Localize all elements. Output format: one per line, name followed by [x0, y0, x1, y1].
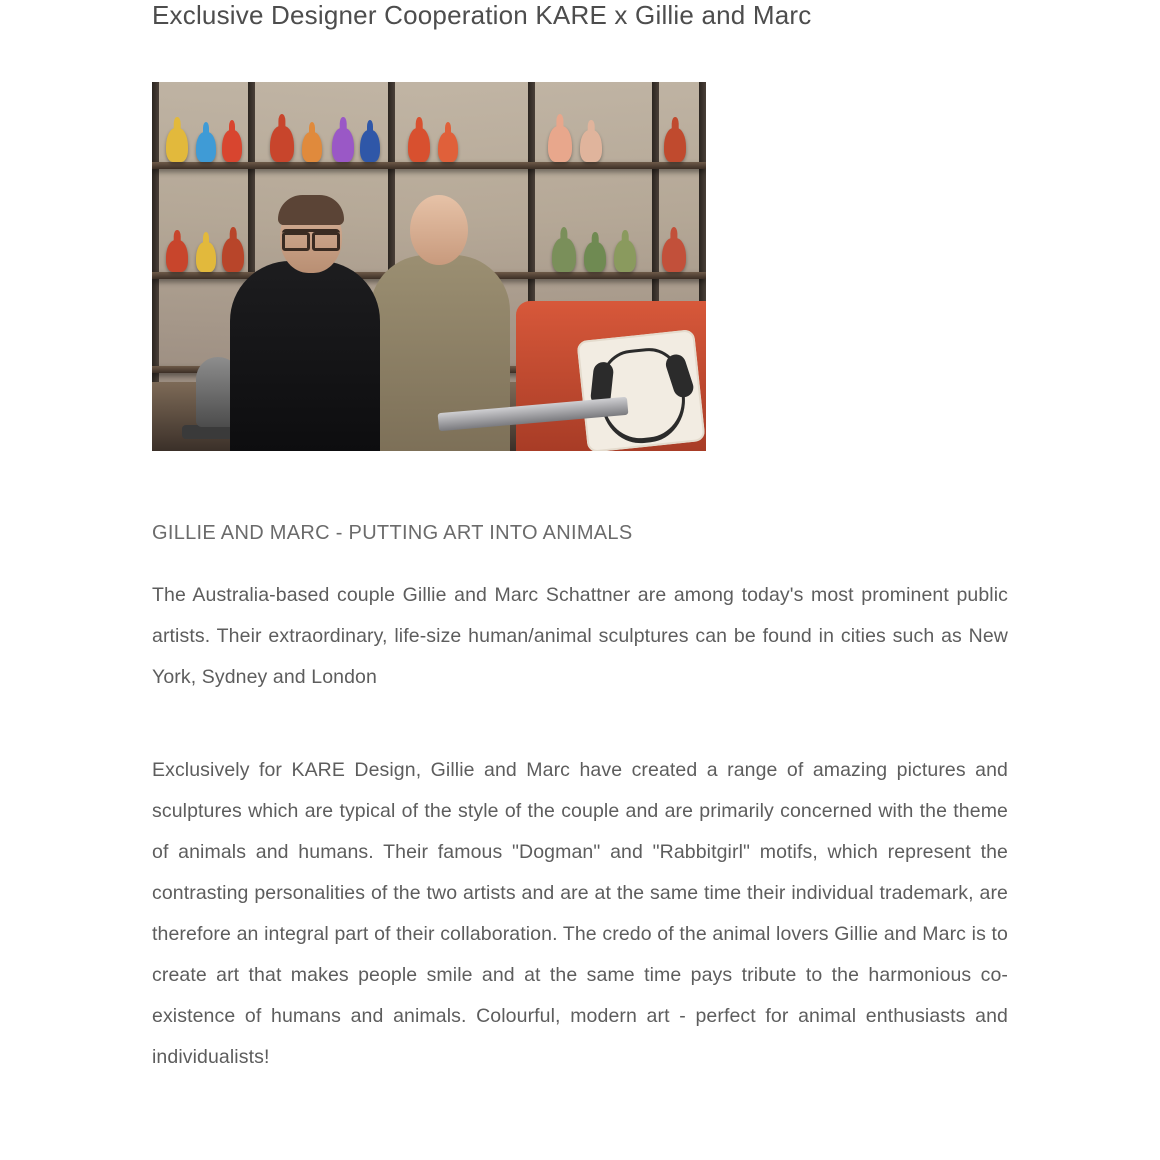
- figurine: [332, 128, 354, 162]
- figurine: [548, 126, 572, 162]
- figurine: [580, 130, 602, 162]
- dog-pillow: [576, 329, 705, 451]
- woman-head: [410, 195, 468, 265]
- section-subheading: GILLIE AND MARC - PUTTING ART INTO ANIMALS: [152, 522, 633, 544]
- figurine: [166, 240, 188, 272]
- figurine: [302, 132, 322, 162]
- figurine: [360, 130, 380, 162]
- dog-ear: [663, 352, 696, 400]
- paragraph-intro: The Australia-based couple Gillie and Marc Schattner are among today's most prominent public artists. Their extraordinary, life-size human/animal sculptures can be found in cities such as New York, Sydney and London: [152, 584, 1008, 688]
- figurine: [408, 128, 430, 162]
- hero-image: [152, 82, 706, 451]
- man-hair: [278, 195, 344, 225]
- paragraph-collaboration: Exclusively for KARE Design, Gillie and Marc have created a range of amazing pictures and sculptures which are typical of the style of the couple and are primarily concerned with the theme of animals and humans. Their famous "Dogman" and "Rabbitgirl" motifs, which represent the contrasting personalities of the two artists and are at the same time their individual trademark, are therefore an integral part of their collaboration. The credo of the animal lovers Gillie and Marc is to create art that makes people smile and at the same time pays tribute to the harmonious co-existence of humans and animals. Colourful, modern art - perfect for animal enthusiasts and individualists!: [152, 759, 1008, 1068]
- figurine: [664, 128, 686, 162]
- sofa: [516, 301, 706, 451]
- figurine: [222, 130, 242, 162]
- shelf-upright: [152, 82, 159, 382]
- shelf-board: [152, 162, 706, 169]
- figurine: [662, 238, 686, 272]
- figurine: [270, 126, 294, 162]
- hero-photo: [152, 82, 706, 451]
- page-title: Exclusive Designer Cooperation KARE x Gillie and Marc: [152, 0, 812, 30]
- dog-icon: [596, 345, 689, 447]
- figurine: [166, 128, 188, 162]
- man-body: [230, 261, 380, 451]
- figurine: [552, 238, 576, 272]
- figurine: [196, 132, 216, 162]
- figurine: [222, 238, 244, 272]
- figurine: [438, 132, 458, 162]
- figurine: [196, 242, 216, 272]
- figurine: [584, 242, 606, 272]
- figurine: [614, 240, 636, 272]
- glasses-icon: [282, 229, 340, 245]
